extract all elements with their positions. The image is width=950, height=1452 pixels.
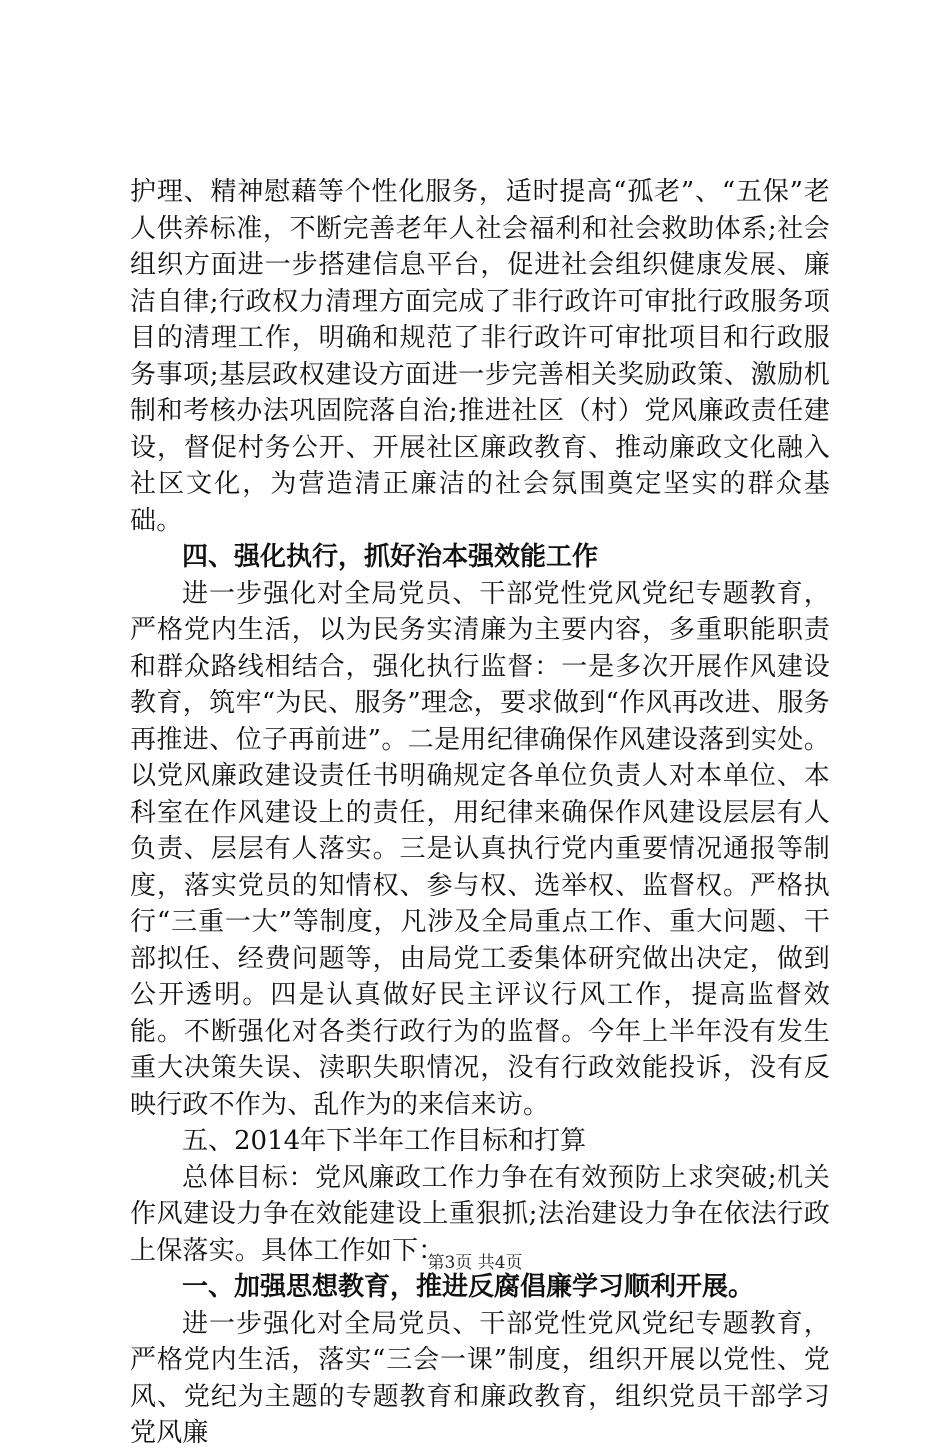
paragraph-ideological-education: 进一步强化对全局党员、干部党性党风党纪专题教育，严格党内生活，落实“三会一课”制度，组织开展以党性、党风、党纪为主题的专题教育和廉政教育，组织党员干部学习党风廉 xyxy=(130,1308,830,1448)
paragraph-overall-goals: 总体目标：党风廉政工作力争在有效预防上求突破;机关作风建设力争在效能建设上重狠抓;法治建设力争在依法行政上保落实。具体工作如下： xyxy=(130,1162,830,1266)
paragraph-social-services: 护理、精神慰藉等个性化服务，适时提高“孤老”、“五保”老人供养标准，不断完善老年人社会福利和社会救助体系;社会组织方面进一步搭建信息平台，促进社会组织健康发展、廉洁自律;行政权力清理方面完成了非行政许可审批行政服务项目的清理工作，明确和规范了非行政许可审批项目和行政服务事项;基层政权建设方面进一步完善相关奖励政策、激励机制和考核办法巩固院落自治;推进社区（村）党风廉政责任建设，督促村务公开、开展社区廉政教育、推动廉政文化融入社区文化，为营造清正廉洁的社会氛围奠定坚实的群众基础。 xyxy=(130,177,830,536)
paragraph-execution-supervision: 进一步强化对全局党员、干部党性党风党纪专题教育，严格党内生活，以为民务实清廉为主要内容，多重职能职责和群众路线相结合，强化执行监督：一是多次开展作风建设教育，筑牢“为民、服务”理念，要求做到“作风再改进、服务再推进、位子再前进”。二是用纪律确保作风建设落到实处。以党风廉政建设责任书明确规定各单位负责人对本单位、本科室在作风建设上的责任，用纪律来确保作风建设层层有人负责、层层有人落实。三是认真执行党内重要情况通报等制度，落实党员的知情权、参与权、选举权、监督权。严格执行“三重一大”等制度，凡涉及全局重点工作、重大问题、干部拟任、经费问题等，由局党工委集体研究做出决定，做到公开透明。四是认真做好民主评议行风工作，提高监督效能。不断强化对各类行政行为的监督。今年上半年没有发生重大决策失误、渎职失职情况，没有行政效能投诉，没有反映行政不作为、乱作为的来信来访。 xyxy=(130,578,830,1120)
page-number-footer: 第3页 共4页 xyxy=(427,1253,523,1273)
section-heading-four: 四、强化执行，抓好治本强效能工作 xyxy=(182,542,599,572)
section-heading-five: 五、2014年下半年工作目标和打算 xyxy=(182,1126,587,1156)
subsection-heading-one: 一、加强思想教育，推进反腐倡廉学习顺利开展。 xyxy=(182,1272,755,1302)
